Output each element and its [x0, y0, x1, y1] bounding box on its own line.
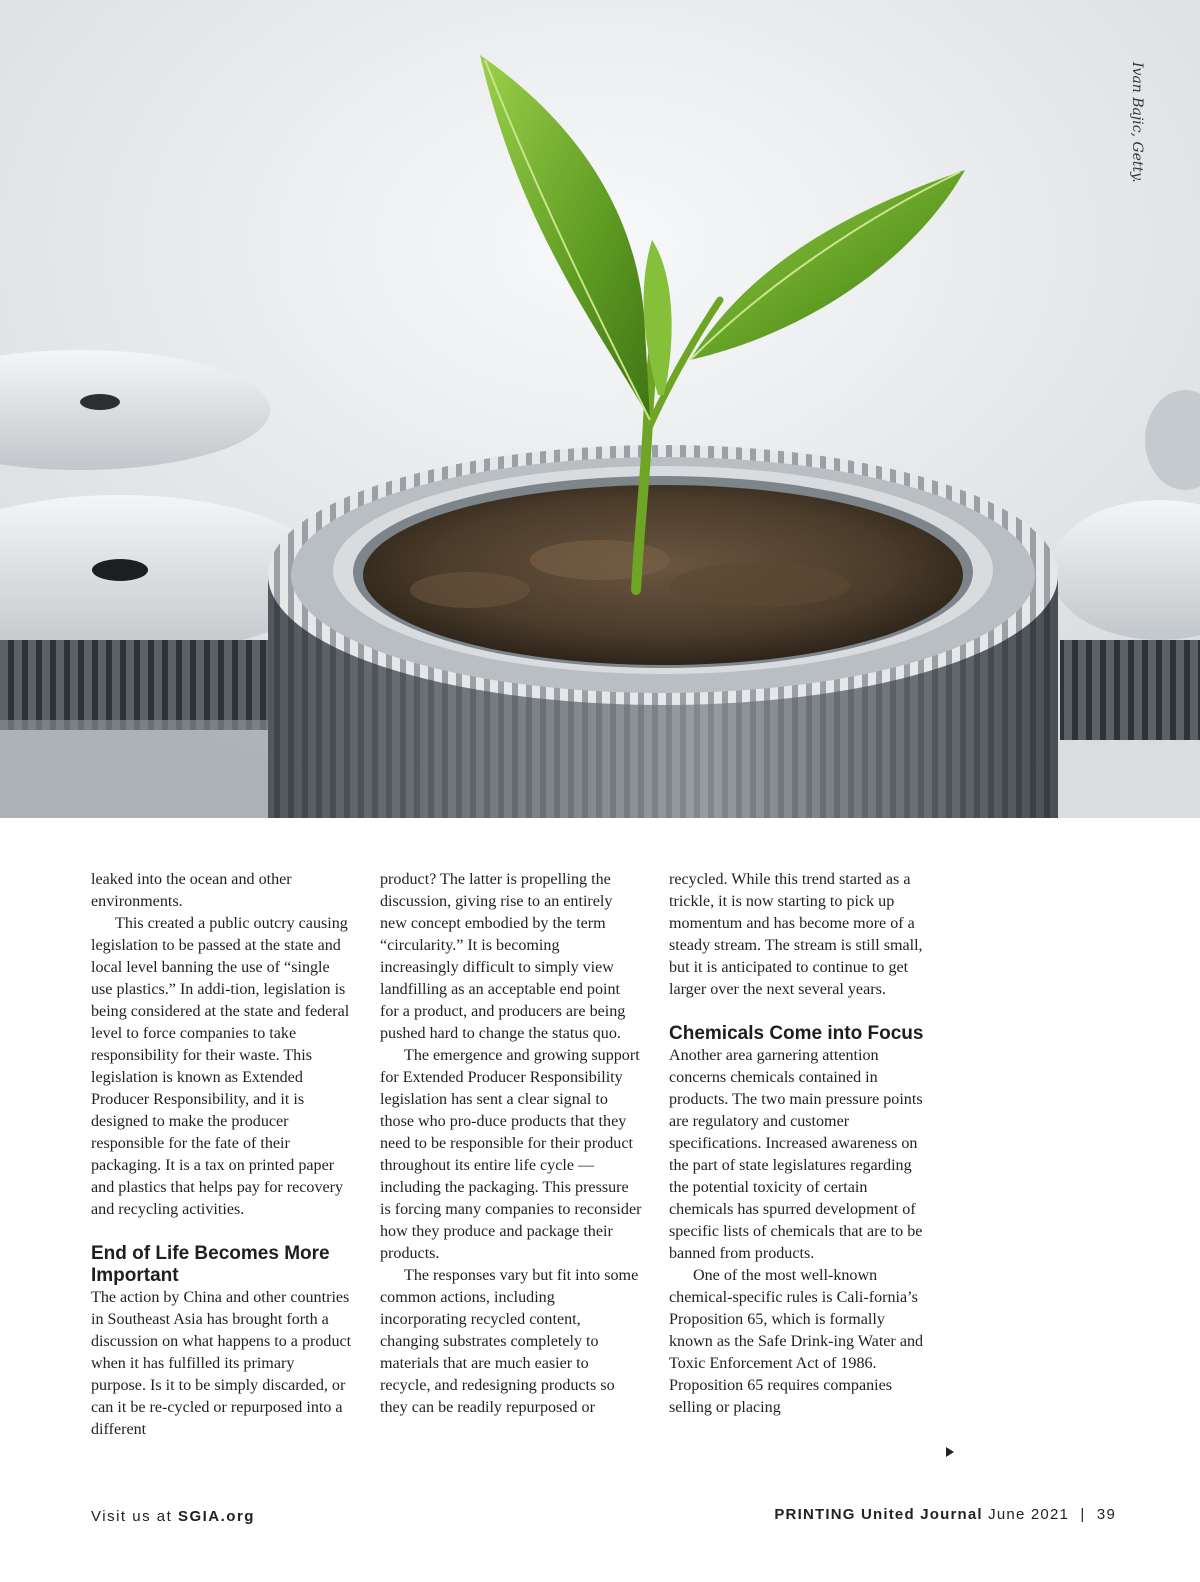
footer-folio: [774, 1506, 1116, 1523]
footer-issue-date: June 2021: [988, 1506, 1070, 1523]
paragraph: The action by China and other countries in Southeast Asia has brought forth a discussion on what happens to a product when it has fulfilled its primary purpose. Is it to be simply discarded, or can it be re-cycled or repurposed into a different: [91, 1289, 352, 1438]
footer-site-link[interactable]: SGIA.org: [177, 1508, 255, 1525]
section-heading: End of Life Becomes More Important: [91, 1243, 330, 1286]
paragraph: recycled. While this trend started as a trickle, it is now starting to pick up momentum and has become more of a steady stream. The stream is still small, but it is anticipated to continue to get larger over the next several years.: [669, 871, 923, 998]
footer-journal-name: PRINTING United Journal: [774, 1506, 983, 1523]
page-number: 39: [1096, 1506, 1116, 1523]
paragraph: One of the most well-known chemical-specific rules is Cali-fornia’s Proposition 65, which is formally known as the Safe Drink-ing Water and Toxic Enforcement Act of 1986. Proposition 65 requires companies selling or placing: [669, 1267, 924, 1416]
paragraph: This created a public outcry causing legislation to be passed at the state and local level banning the use of “single use plastics.” In addi-tion, legislation is being considered at the state and federal level to force companies to take responsibility for their waste. This legislation is known as Extended Producer Responsibility, and it is designed to make the producer responsible for the fate of their packaging. It is a tax on printed paper and plastics that helps pay for recovery and recycling activities.: [91, 915, 350, 1218]
footer-website: [91, 1508, 255, 1525]
footer-separator: |: [1080, 1506, 1086, 1523]
footer-visit-prefix: Visit us at: [91, 1508, 173, 1525]
paragraph: The responses vary but fit into some common actions, including incorporating recycled content, changing substrates completely to materials that are much easier to recycle, and redesigning products so they can be readily repurposed or: [380, 1267, 639, 1416]
article-column-2: [380, 869, 642, 1419]
photo-credit: Ivan Bajic, Getty.: [1129, 62, 1145, 183]
paragraph: product? The latter is propelling the discussion, giving rise to an entirely new concept embodied by the term “circularity.” It is becoming increasingly difficult to simply view landfilling as an acceptable end point for a product, and producers are being pushed hard to change the status quo.: [380, 871, 626, 1042]
paragraph: leaked into the ocean and other environments.: [91, 871, 292, 910]
continue-arrow-icon: [946, 1447, 954, 1457]
paragraph: Another area garnering attention concerns chemicals contained in products. The two main pressure points are regulatory and customer specifications. Increased awareness on the part of state legislatures regarding the potential toxicity of certain chemicals has spurred development of specific lists of chemicals that are to be banned from products.: [669, 1047, 923, 1262]
section-heading: Chemicals Come into Focus: [669, 1023, 924, 1044]
article-column-3: [669, 869, 931, 1419]
paragraph: The emergence and growing support for Extended Producer Responsibility legislation has sent a clear signal to those who pro-duce products that they need to be responsible for their product throughout its entire life cycle — including the packaging. This pressure is forcing many companies to reconsider how they produce and package their products.: [380, 1047, 642, 1262]
article-column-1: [91, 869, 353, 1441]
